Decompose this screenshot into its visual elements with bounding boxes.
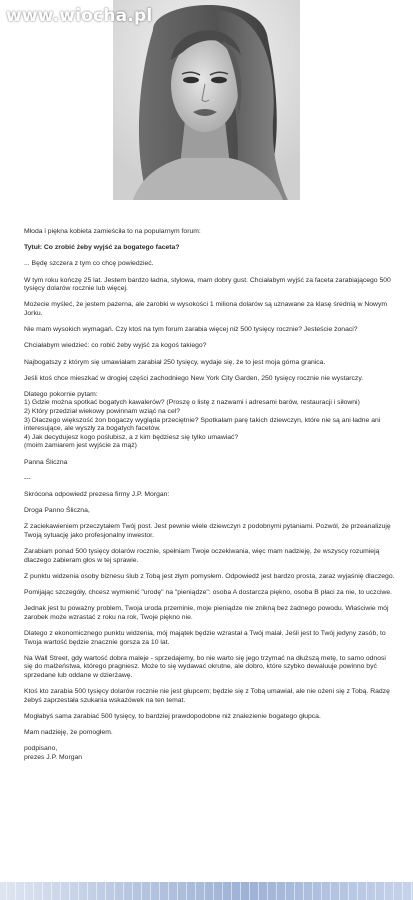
footer-stripe [6, 882, 7, 900]
footer-stripe [168, 882, 169, 900]
footer-stripe [51, 882, 52, 900]
footer-stripe [96, 882, 97, 900]
post-title: Tytuł: Co zrobić żeby wyjść za bogatego faceta? [24, 244, 180, 252]
footer-stripe [366, 882, 367, 900]
letter-paragraph: Mogłabyś sama zarabiać 500 tysięcy, to bardziej prawdopodobne niż znalezienie bogatego głupca. [24, 713, 321, 721]
footer-stripe [222, 882, 223, 900]
letter-paragraph: W tym roku kończę 25 lat. Jestem bardzo ładna, stylowa, mam dobry gust. Chciałabym wyjść za faceta zarabiającego 500 tysięcy dolarów rocznie lub więcej. [24, 276, 391, 293]
letter-paragraph: Dlatego z ekonomicznego punktu widzenia, mój majątek będzie wzrastał a Twój malał. Jeśli jest to Twój jedyny zasób, to Twoja wartość będzie znacznie gorsza za 10 lat. [24, 630, 386, 646]
footer-stripe [123, 882, 124, 900]
footer-stripe [87, 882, 88, 900]
footer-stripe [393, 882, 394, 900]
footer-stripe [321, 882, 322, 900]
footer-stripe [285, 882, 286, 900]
footer-stripe [303, 882, 304, 900]
letter-paragraph: Z zaciekawieniem przeczytałem Twój post. Jest pewnie wiele dziewczyn z podobnymi pytaniami. Pozwól, że przeanalizuję Twoją sytuację jako profesjonalny inwestor. [24, 523, 391, 539]
footer-stripe [78, 882, 79, 900]
footer-stripe [195, 882, 196, 900]
letter-paragraph: ... Będę szczera z tym co chcę powiedzieć. [24, 260, 154, 268]
footer-stripe [402, 882, 403, 900]
letter-paragraph: Z punktu widzenia osoby biznesu ślub z Tobą jest złym pomysłem. Odpowiedź jest bardzo prosta, zaraz wyjaśnię dlaczego. [24, 572, 395, 580]
footer-stripe [276, 882, 277, 900]
letter-paragraph: Mam nadzieję, że pomogłem. [24, 729, 113, 737]
footer-stripe [114, 882, 115, 900]
footer-stripe [375, 882, 376, 900]
footer-stripe [186, 882, 187, 900]
letter-paragraph: Najbogatszy z którym się umawiałam zarabiał 250 tysięcy, wydaje się, że to jest moja górna granica. [24, 358, 326, 366]
footer-stripe [177, 882, 178, 900]
footer-stripe [33, 882, 34, 900]
forum-post-letter [24, 228, 396, 770]
footer-stripe [42, 882, 43, 900]
footer-stripe [312, 882, 313, 900]
footer-stripe [294, 882, 295, 900]
letter-paragraph: Nie mam wysokich wymagań. Czy ktoś na tym forum zarabia więcej niż 500 tysięcy rocznie? Jesteście żonaci? [24, 326, 358, 334]
footer-stripe [132, 882, 133, 900]
letter-paragraph: podpisano, prezes J.P. Morgan [24, 745, 83, 761]
letter-paragraph: Droga Panno Śliczna, [24, 507, 90, 515]
letter-paragraph: Panna Śliczna [24, 458, 68, 466]
footer-stripe [357, 882, 358, 900]
footer-stripe [249, 882, 250, 900]
letter-paragraph: Jeśli ktoś chce mieszkać w drogiej części zachodniego New York City Garden, 250 tysięcy rocznie nie wystarczy. [24, 374, 364, 382]
footer-stripe [258, 882, 259, 900]
footer-stripe [240, 882, 241, 900]
footer-stripe [60, 882, 61, 900]
letter-paragraph: Na Wall Street, gdy wartość dobra maleje - sprzedajemy, bo nie warto się jego trzymać na dłuższą metę, to samo odnosi się do małżeństwa, którego pragniesz. Może to się wydawać okrutne, ale dobro, które szybko dewaluuje powinno być sprzedane lub oddane w dzierżawę. [24, 654, 386, 680]
footer-bar [0, 882, 413, 900]
footer-stripe [24, 882, 25, 900]
footer-stripe [204, 882, 205, 900]
letter-paragraph: Skrócona odpowiedź prezesa firmy J.P. Morgan: [24, 491, 170, 498]
letter-paragraph: Pomijając szczegóły, chcesz wymienić "urodę" na "pieniądze": osoba A dostarcza piękno, osoba B płaci za nie, to uczciwe. [24, 589, 393, 597]
letter-paragraph: Ktoś kto zarabia 500 tysięcy dolarów rocznie nie jest głupcem; będzie się z Tobą umawiał, ale nie ożeni się z Tobą. Radzę żebyś zaprzestała szukania wskazówek na ten temat. [24, 688, 390, 704]
footer-stripe [231, 882, 232, 900]
letter-paragraph: Zarabiam ponad 500 tysięcy dolarów rocznie, spełniam Twoje oczekiwania, więc mam nadzieję, że wszyscy rozumieją dlaczego zabieram głos w tej sprawie. [24, 548, 380, 564]
site-watermark-logo: www.wiocha.pl [6, 6, 153, 26]
letter-paragraph: Młoda i piękna kobieta zamieściła to na popularnym forum: [24, 228, 201, 235]
letter-paragraph: Jednak jest tu poważny problem, Twoja uroda przeminie, moje pieniądze nie znikną bez żadnego powodu. Właściwie mój zarobek może wzrastać z roku na rok, Twoje piękno nie. [24, 605, 389, 621]
portrait-photo-icon [113, 0, 300, 200]
footer-stripe [159, 882, 160, 900]
letter-paragraph: Dlatego pokornie pytam: 1) Gdzie można spotkać bogatych kawalerów? (Proszę o listę z nazwami i adresami barów, restauracji i siłowni) 2) Który przedział wiekowy powinnam wziąć na cel? 3) Dlaczego większość żon bogaczy wygląda przeciętnie? Spotkałam parę takich dziewczyn, które nie są ani ładne ani interesujące, ale wyszły za bogatych facetów. 4) Jak decydujesz kogo poślubisz, a z kim będziesz się tylko umawiać? (moim zamiarem jest wyjście za mąż) [24, 390, 381, 450]
letter-paragraph: Możecie myśleć, że jestem pazerna, ale zarobki w wysokości 1 miliona dolarów są uznawane za klasę średnią w Nowym Jorku. [24, 301, 388, 317]
footer-stripe [213, 882, 214, 900]
portrait-photo [113, 0, 300, 200]
letter-paragraph: --- [24, 474, 31, 482]
letter-paragraph: Chciałabym wiedzieć: co robić żeby wyjść za kogoś takiego? [24, 342, 207, 350]
footer-stripe [69, 882, 70, 900]
footer-stripe [348, 882, 349, 900]
footer-stripe [339, 882, 340, 900]
footer-stripe [411, 882, 412, 900]
footer-stripe [141, 882, 142, 900]
footer-stripe [267, 882, 268, 900]
footer-stripe [384, 882, 385, 900]
footer-stripe [105, 882, 106, 900]
footer-stripe [330, 882, 331, 900]
footer-stripe [15, 882, 16, 900]
footer-stripe [150, 882, 151, 900]
